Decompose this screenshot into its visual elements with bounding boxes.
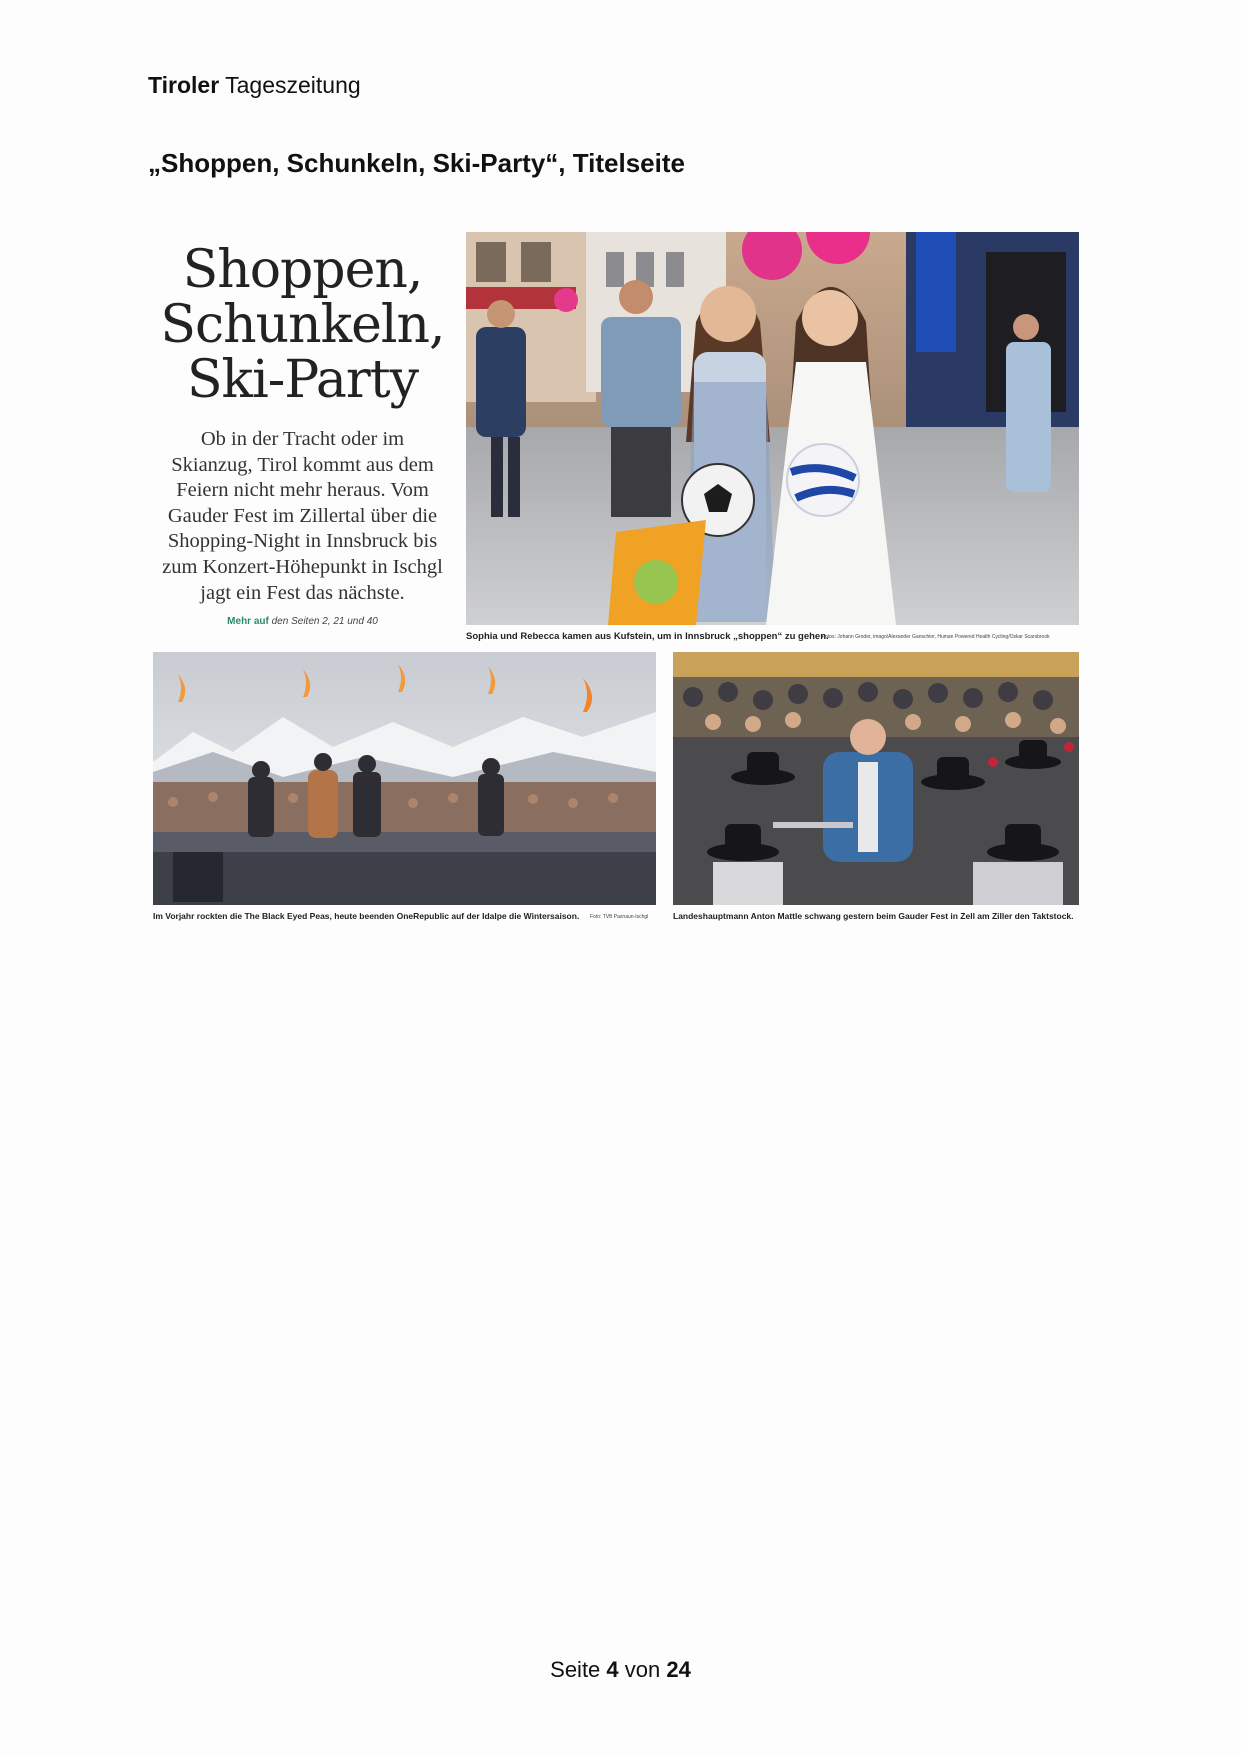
photo2-credit: Foto: TVB Paznaun-Ischgl (590, 914, 649, 920)
article-title: „Shoppen, Schunkeln, Ski-Party“, Titelseite (148, 148, 685, 178)
photo-shopping-night-image (466, 232, 1079, 625)
page-number-current: 4 (606, 1657, 619, 1682)
page-number-total: 24 (666, 1657, 691, 1682)
headline-line-2: Schunkeln, (160, 295, 445, 355)
headline-line-1: Shoppen, (182, 240, 423, 300)
clipping-lead: Ob in der Tracht oder im Skianzug, Tirol kommt aus dem Feiern nicht mehr heraus. Vom Gauder Fest im Zillertal über die Shopping-Night in Innsbruck bis zum Konzert-Höhepunkt in Ischgl jagt ein Fest das nächste. (162, 428, 443, 604)
photo3-caption: Landeshauptmann Anton Mattle schwang gestern beim Gauder Fest in Zell am Ziller den Taktstock. (673, 911, 1074, 921)
headline-line-3: Ski-Party (186, 350, 419, 410)
publication-name (148, 72, 361, 99)
photo-concert-image (153, 652, 656, 905)
photo-gauder-fest-image (673, 652, 1079, 905)
page-number (0, 1657, 1241, 1683)
photo-concert (153, 652, 656, 905)
more-highlight: Mehr auf (227, 616, 269, 627)
more-pages-reference (160, 616, 445, 627)
photo1-credit: Fotos: Johann Groder, imago/Alexander Ganschior, Human Powered Health Cycling/Oskar Scarsbrook (822, 634, 1050, 640)
photo1-caption: Sophia und Rebecca kamen aus Kufstein, um in Innsbruck „shoppen“ zu gehen. (466, 631, 829, 642)
page-number-mid: von (618, 1657, 667, 1682)
photo2-caption: Im Vorjahr rockten die The Black Eyed Peas, heute beenden OneRepublic auf der Idalpe die Wintersaison. (153, 911, 580, 921)
publication-name-rest: Tageszeitung (219, 72, 361, 98)
photo-shopping-night (466, 232, 1079, 625)
photo-gauder-fest (673, 652, 1079, 905)
page-number-prefix: Seite (550, 1657, 607, 1682)
clipping-headline (155, 240, 450, 410)
more-pages: den Seiten 2, 21 und 40 (268, 616, 378, 627)
publication-name-bold: Tiroler (148, 72, 220, 98)
